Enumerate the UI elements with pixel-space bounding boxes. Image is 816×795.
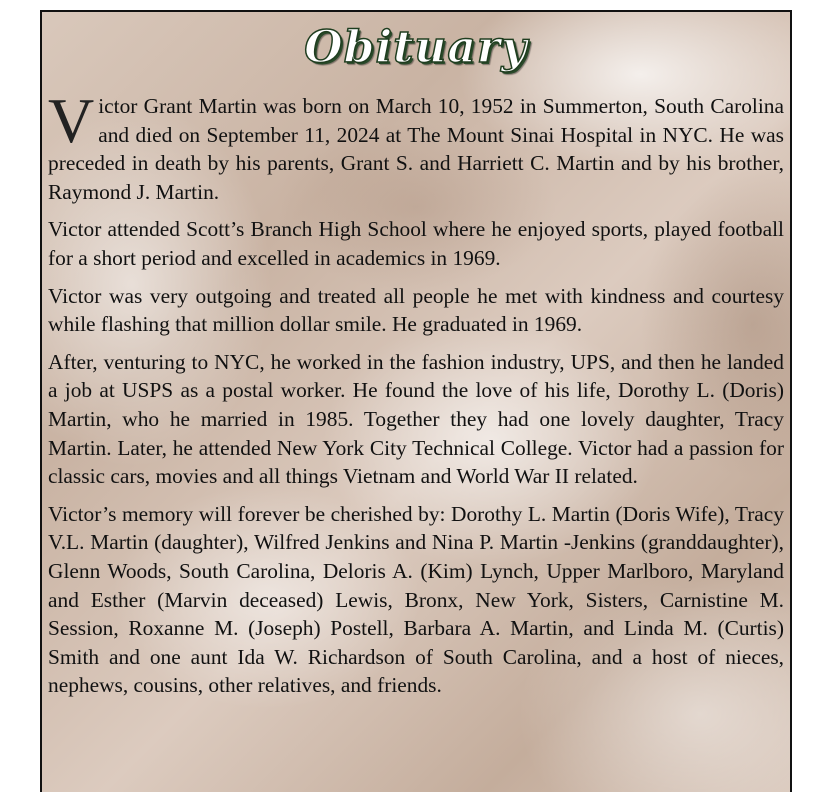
obituary-page	[40, 10, 792, 792]
paragraph-text: ictor Grant Martin was born on March 10, 1952 in Summerton, South Carolina and died on September 11, 2024 at The Mount Sinai Hospital in NYC. He was preceded in death by his parents, Grant S. and Harriett C. Martin and by his brother, Raymond J. Martin.	[48, 94, 784, 204]
paragraph-birth	[48, 85, 784, 206]
obituary-body	[48, 85, 784, 709]
drop-cap: V	[48, 85, 95, 156]
paragraph-career: After, venturing to NYC, he worked in the fashion industry, UPS, and then he landed a job at USPS as a postal worker. He found the love of his life, Dorothy L. (Doris) Martin, who he married in 1985. Together they had one lovely daughter, Tracy Martin. Later, he attended New York City Technical College. Victor had a passion for classic cars, movies and all things Vietnam and World War II related.	[48, 349, 784, 489]
paragraph-character: Victor was very outgoing and treated all people he met with kindness and courtesy while flashing that million dollar smile. He graduated in 1969.	[48, 283, 784, 337]
page-title: Obituary	[304, 22, 528, 73]
paragraph-survivors: Victor’s memory will forever be cherished by: Dorothy L. Martin (Doris Wife), Tracy V.L. Martin (daughter), Wilfred Jenkins and Nina P. Martin -Jenkins (granddaughter), Glenn Woods, South Carolina, Deloris A. (Kim) Lynch, Upper Marlboro, Maryland and Esther (Marvin deceased) Lewis, Bronx, New York, Sisters, Carnistine M. Session, Roxanne M. (Joseph) Postell, Barbara A. Martin, and Linda M. (Curtis) Smith and one aunt Ida W. Richardson of South Carolina, and a host of nieces, nephews, cousins, other relatives, and friends.	[48, 501, 784, 698]
paragraph-education: Victor attended Scott’s Branch High School where he enjoyed sports, played football for a short period and excelled in academics in 1969.	[48, 217, 784, 270]
